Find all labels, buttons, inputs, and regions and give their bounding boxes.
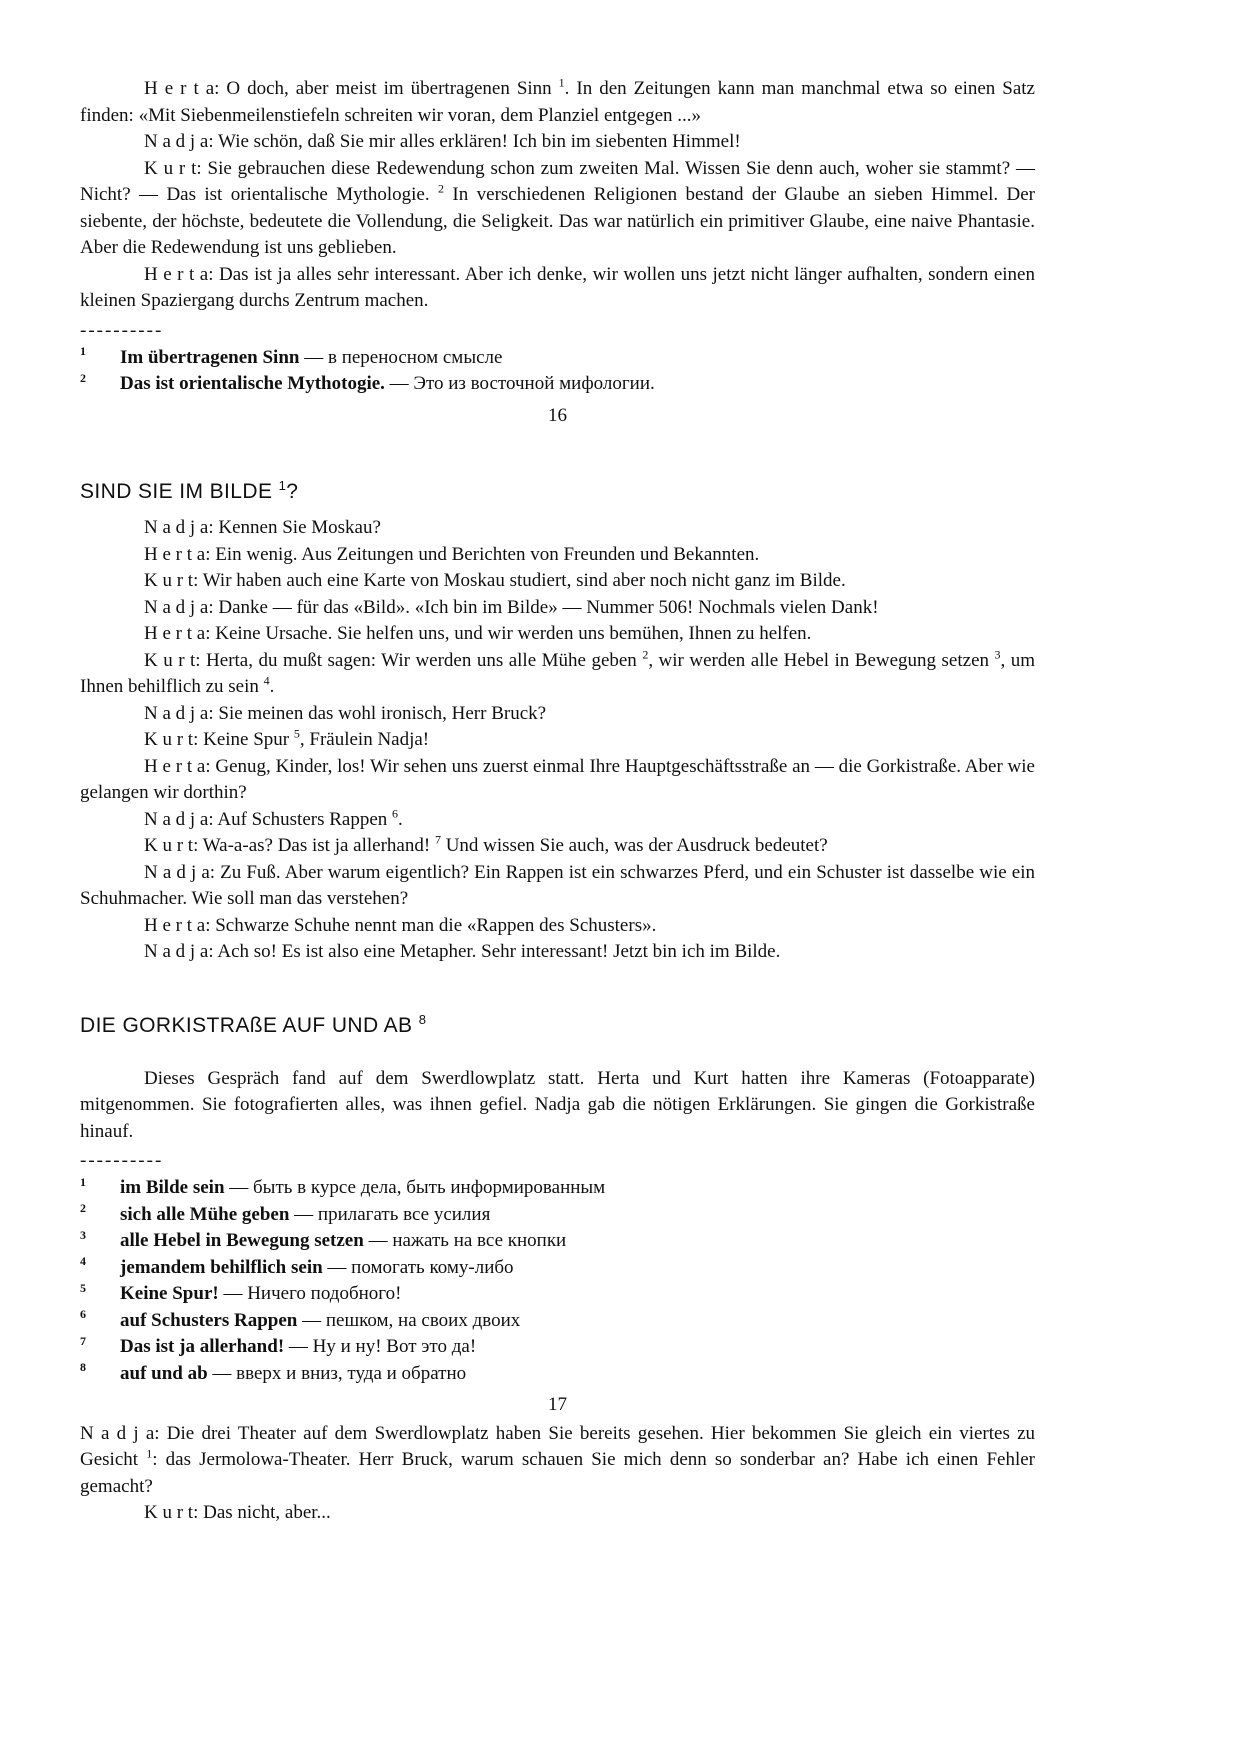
page-number-16: 16 [548,404,567,426]
footnote-item: $^1$ im Bilde sein — быть в курсе дела, быть информированным [80,1174,606,1198]
footnote-item: $^5$ Keine Spur! — Ничего подобного! [80,1280,402,1304]
paragraph: Dieses Gespräch fand auf dem Swerdlowplatz statt. Herta und Kurt hatten ihre Kameras (Fotoapparate) mitgenommen. Sie fotografierten alles, was ihnen gefiel. Nadja gab die nötigen Erklärungen. Sie gingen die Gorkistraße hinauf. [80,1067,1035,1142]
footnote-item: $^6$ auf Schusters Rappen — пешком, на своих двоих [80,1307,521,1331]
footnote-term: Im übertragenen Sinn [120,346,300,368]
paragraph: H e r t a: Das ist ja alles sehr interessant. Aber ich denke, wir wollen uns jetzt nicht länger aufhalten, sondern einen kleinen Spaziergang durchs Zentrum machen. [80,263,1035,311]
footnote-ref-icon: 4 [263,673,270,688]
narration-gorkistrasse [80,1066,1035,1146]
footnote-ref-icon: 1 [278,478,287,493]
paragraph: N a d j a: Ach so! Es ist also eine Metapher. Sehr interessant! Jetzt bin ich im Bilde. [144,941,781,962]
footnote-item: $^7$ Das ist ja allerhand! — Ну и ну! Вот это да! [80,1333,477,1357]
footnote-term: im Bilde sein [120,1177,225,1198]
section-heading-gorkistrasse [80,1013,1035,1039]
section-heading-sind-sie-im-bilde [80,479,1035,505]
footnote-ref-icon: 2 [642,647,649,662]
paragraph: N a d j a: Zu Fuß. Aber warum eigentlich? Ein Rappen ist ein schwarzes Pferd, und ein Schuster ist dasselbe wie ein Schuhmacher. Wie soll man das verstehen? [80,861,1035,909]
footnote-definition: — помогать кому-либо [322,1256,514,1278]
paragraph: H e r t a: Ein wenig. Aus Zeitungen und Berichten von Freunden und Bekannten. [144,543,760,565]
paragraph: K u r t: Wir haben auch eine Karte von Moskau studiert, sind aber noch nicht ganz im Bilde. [144,570,846,591]
footnote-item: $^2$ Das ist orientalische Mythotogie. — Это из восточной мифологии. [80,370,655,394]
footnote-definition: — Ничего подобного! [218,1283,402,1304]
heading-text: SIND SIE IM BILDE [80,480,279,503]
footnote-definition: — прилагать все усилия [289,1203,491,1225]
paragraph: N a d j a: Kennen Sie Moskau? [144,517,381,538]
paragraph: N a d j a: Auf Schusters Rappen $^6$. [144,806,403,830]
footnote-term: Das ist orientalische Mythotogie. [120,373,385,394]
footnote-ref-icon: 1 [146,1446,153,1461]
paragraph: N a d j a: Sie meinen das wohl ironisch, Herr Bruck? [144,702,547,724]
paragraph: K u r t: Das nicht, aber... [144,1502,331,1523]
footnote-ref-icon: 7 [434,832,441,847]
paragraph: H e r t a: Schwarze Schuhe nennt man die «Rappen des Schusters». [144,914,657,936]
footnote-definition: — в переносном смысле [299,346,503,368]
footnote-definition: — Ну и ну! Вот это да! [284,1336,477,1357]
dialog-section-im-bilde [80,515,1035,966]
footnote-term: sich alle Mühe geben [120,1203,290,1225]
footnote-term: auf und ab [120,1362,208,1384]
footnote-definition: — быть в курсе дела, быть информированным [224,1177,606,1198]
paragraph: N a d j a: Wie schön, daß Sie mir alles erklären! Ich bin im siebenten Himmel! [144,131,741,152]
footnote-divider-16: ---------- [80,319,164,341]
footnote-ref-icon: 1 [558,75,565,90]
heading-text: DIE GORKISTRAßE AUF UND AB [80,1013,419,1037]
footnote-definition: — нажать на все кнопки [363,1230,567,1251]
heading-suffix: ? [286,480,299,503]
footnote-item: $^4$ jemandem behilflich sein — помогать кому-либо [80,1254,514,1278]
footnote-divider-17: ---------- [80,1150,164,1171]
footnote-item: $^2$ sich alle Mühe geben — прилагать все усилия [80,1201,491,1225]
paragraph: N a d j a: Die drei Theater auf dem Swerdlowplatz haben Sie bereits gesehen. Hier bekommen Sie gleich ein viertes zu Gesicht $^1$: das Jermolowa-Theater. Herr Bruck, warum schauen Sie mich denn so sonderbar an? Habe ich einen Fehler gemacht? [80,1422,1035,1497]
footnote-item: $^1$ Im übertragenen Sinn — в переносном смысле [80,344,503,368]
page-number-17: 17 [548,1394,567,1415]
footnote-ref-icon: 5 [293,726,300,741]
footnotes-page-17 [80,1175,1035,1387]
footnote-term: jemandem behilflich sein [120,1256,323,1278]
footnote-ref-icon: 2 [438,181,445,196]
paragraph: K u r t: Herta, du mußt sagen: Wir werden uns alle Mühe geben $^2$, wir werden alle Hebel in Bewegung setzen $^3$, um Ihnen behilflich zu sein $^4$. [80,647,1036,697]
footnote-definition: — вверх и вниз, туда и обратно [207,1362,467,1384]
footnotes-page-16 [80,345,1035,398]
paragraph: H e r t a: Genug, Kinder, los! Wir sehen uns zuerst einmal Ihre Hauptgeschäftsstraße an — die Gorkistraße. Aber wie gelangen wir dorthin? [80,755,1035,803]
footnote-term: Keine Spur! [120,1283,219,1304]
footnote-ref-icon: 8 [418,1011,427,1027]
footnote-term: auf Schusters Rappen [120,1309,298,1331]
paragraph: H e r t a: O doch, aber meist im übertragenen Sinn $^1$. In den Zeitungen kann man manchmal etwa so einen Satz finden: «Mit Siebenmeilenstiefeln schreiten wir voran, dem Planziel entgegen ...» [80,75,1035,126]
paragraph: K u r t: Keine Spur $^5$, Fräulein Nadja! [144,726,430,750]
footnote-definition: — Это из восточной мифологии. [384,373,655,394]
dialog-section-seven-heavens [80,76,1035,315]
paragraph: N a d j a: Danke — für das «Bild». «Ich bin im Bilde» — Nummer 506! Nochmals vielen Dank! [144,596,879,618]
footnote-ref-icon: 6 [392,806,399,821]
footnote-term: Das ist ja allerhand! [120,1336,285,1357]
paragraph: H e r t a: Keine Ursache. Sie helfen uns, und wir werden uns bemühen, Ihnen zu helfen. [144,623,812,644]
paragraph: K u r t: Wa-a-as? Das ist ja allerhand! $^7$ Und wissen Sie auch, was der Ausdruck bedeutet? [144,832,828,856]
footnote-item: $^3$ alle Hebel in Bewegung setzen — нажать на все кнопки [80,1227,567,1251]
dialog-section-theaters [80,1421,1035,1527]
footnote-definition: — пешком, на своих двоих [297,1309,521,1331]
footnote-ref-icon: 3 [994,647,1001,662]
footnote-item: $^8$ auf und ab — вверх и вниз, туда и обратно [80,1360,467,1384]
paragraph: K u r t: Sie gebrauchen diese Redewendung schon zum zweiten Mal. Wissen Sie denn auch, woher sie stammt? — Nicht? — Das ist orientalische Mythologie. $^2$ In verschiedenen Religionen bestand der Glaube an sieben Himmel. Der siebente, der höchste, bedeutete die Vollendung, die Seligkeit. Das war natürlich ein primitiver Glaube, eine naive Phantasie. Aber die Redewendung ist uns geblieben. [80,157,1035,258]
footnote-term: alle Hebel in Bewegung setzen [120,1230,364,1251]
